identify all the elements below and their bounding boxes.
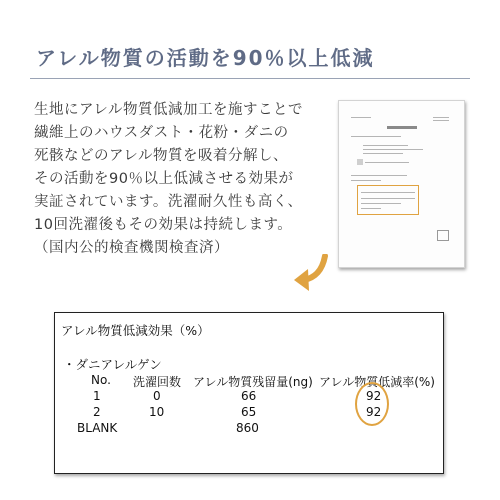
highlight-frame — [357, 185, 419, 215]
row-2-reduction-rate: 92 — [366, 405, 382, 419]
column-header-reduction-rate: アレル物質低減率(%) — [319, 375, 435, 389]
doc-title-block — [387, 126, 417, 129]
row-2-no: 2 — [93, 405, 101, 419]
row-2-residue: 65 — [241, 405, 257, 419]
row-blank-residue: 860 — [236, 421, 259, 435]
description-line: （国内公的検査機関検査済） — [34, 240, 229, 256]
curved-arrow-down-icon — [292, 254, 328, 294]
doc-line — [361, 203, 401, 204]
doc-line — [365, 162, 409, 163]
description-line: 10回洗濯後もその効果は持続します。 — [34, 217, 293, 233]
doc-line — [351, 180, 381, 181]
doc-line — [433, 120, 449, 121]
description — [34, 99, 334, 260]
column-header-no: No. — [91, 373, 111, 387]
doc-line — [363, 145, 408, 146]
results-title: アレル物質低減効果（%） — [61, 323, 210, 338]
doc-line — [351, 136, 401, 137]
description-line: 死骸などのアレル物質を吸着分解し、 — [34, 148, 289, 164]
doc-line — [363, 149, 423, 150]
headline: アレル物質の活動を90％以上低減 — [36, 46, 375, 70]
highlight-circle — [355, 382, 389, 426]
doc-line — [361, 192, 415, 193]
doc-line — [433, 117, 449, 118]
description-line: その活動を90％以上低減させる効果が — [34, 171, 294, 187]
doc-line — [351, 175, 407, 176]
results-table-box — [54, 312, 444, 474]
description-line: 生地にアレル物質低減加工を施すことで — [34, 102, 304, 118]
row-1-wash-count: 0 — [153, 389, 161, 403]
doc-mark — [357, 159, 363, 165]
doc-line — [361, 208, 381, 209]
row-1-residue: 66 — [241, 389, 257, 403]
test-report-thumbnail — [338, 100, 465, 268]
doc-line — [351, 117, 371, 118]
description-line: 実証されています。洗濯耐久性も高く、 — [34, 194, 303, 210]
description-line: 繊維上のハウスダスト・花粉・ダニの — [34, 125, 289, 141]
row-1-reduction-rate: 92 — [366, 389, 382, 403]
doc-line — [361, 198, 415, 199]
row-blank-label: BLANK — [77, 421, 118, 435]
column-header-residue: アレル物質残留量(ng) — [193, 375, 313, 389]
headline-divider — [30, 78, 470, 79]
seal-stamp — [437, 230, 449, 241]
row-1-no: 1 — [93, 389, 101, 403]
doc-line — [363, 153, 403, 154]
column-header-wash-count: 洗濯回数 — [133, 375, 182, 389]
results-subtitle: ・ダニアレルゲン — [63, 357, 162, 372]
row-2-wash-count: 10 — [149, 405, 165, 419]
